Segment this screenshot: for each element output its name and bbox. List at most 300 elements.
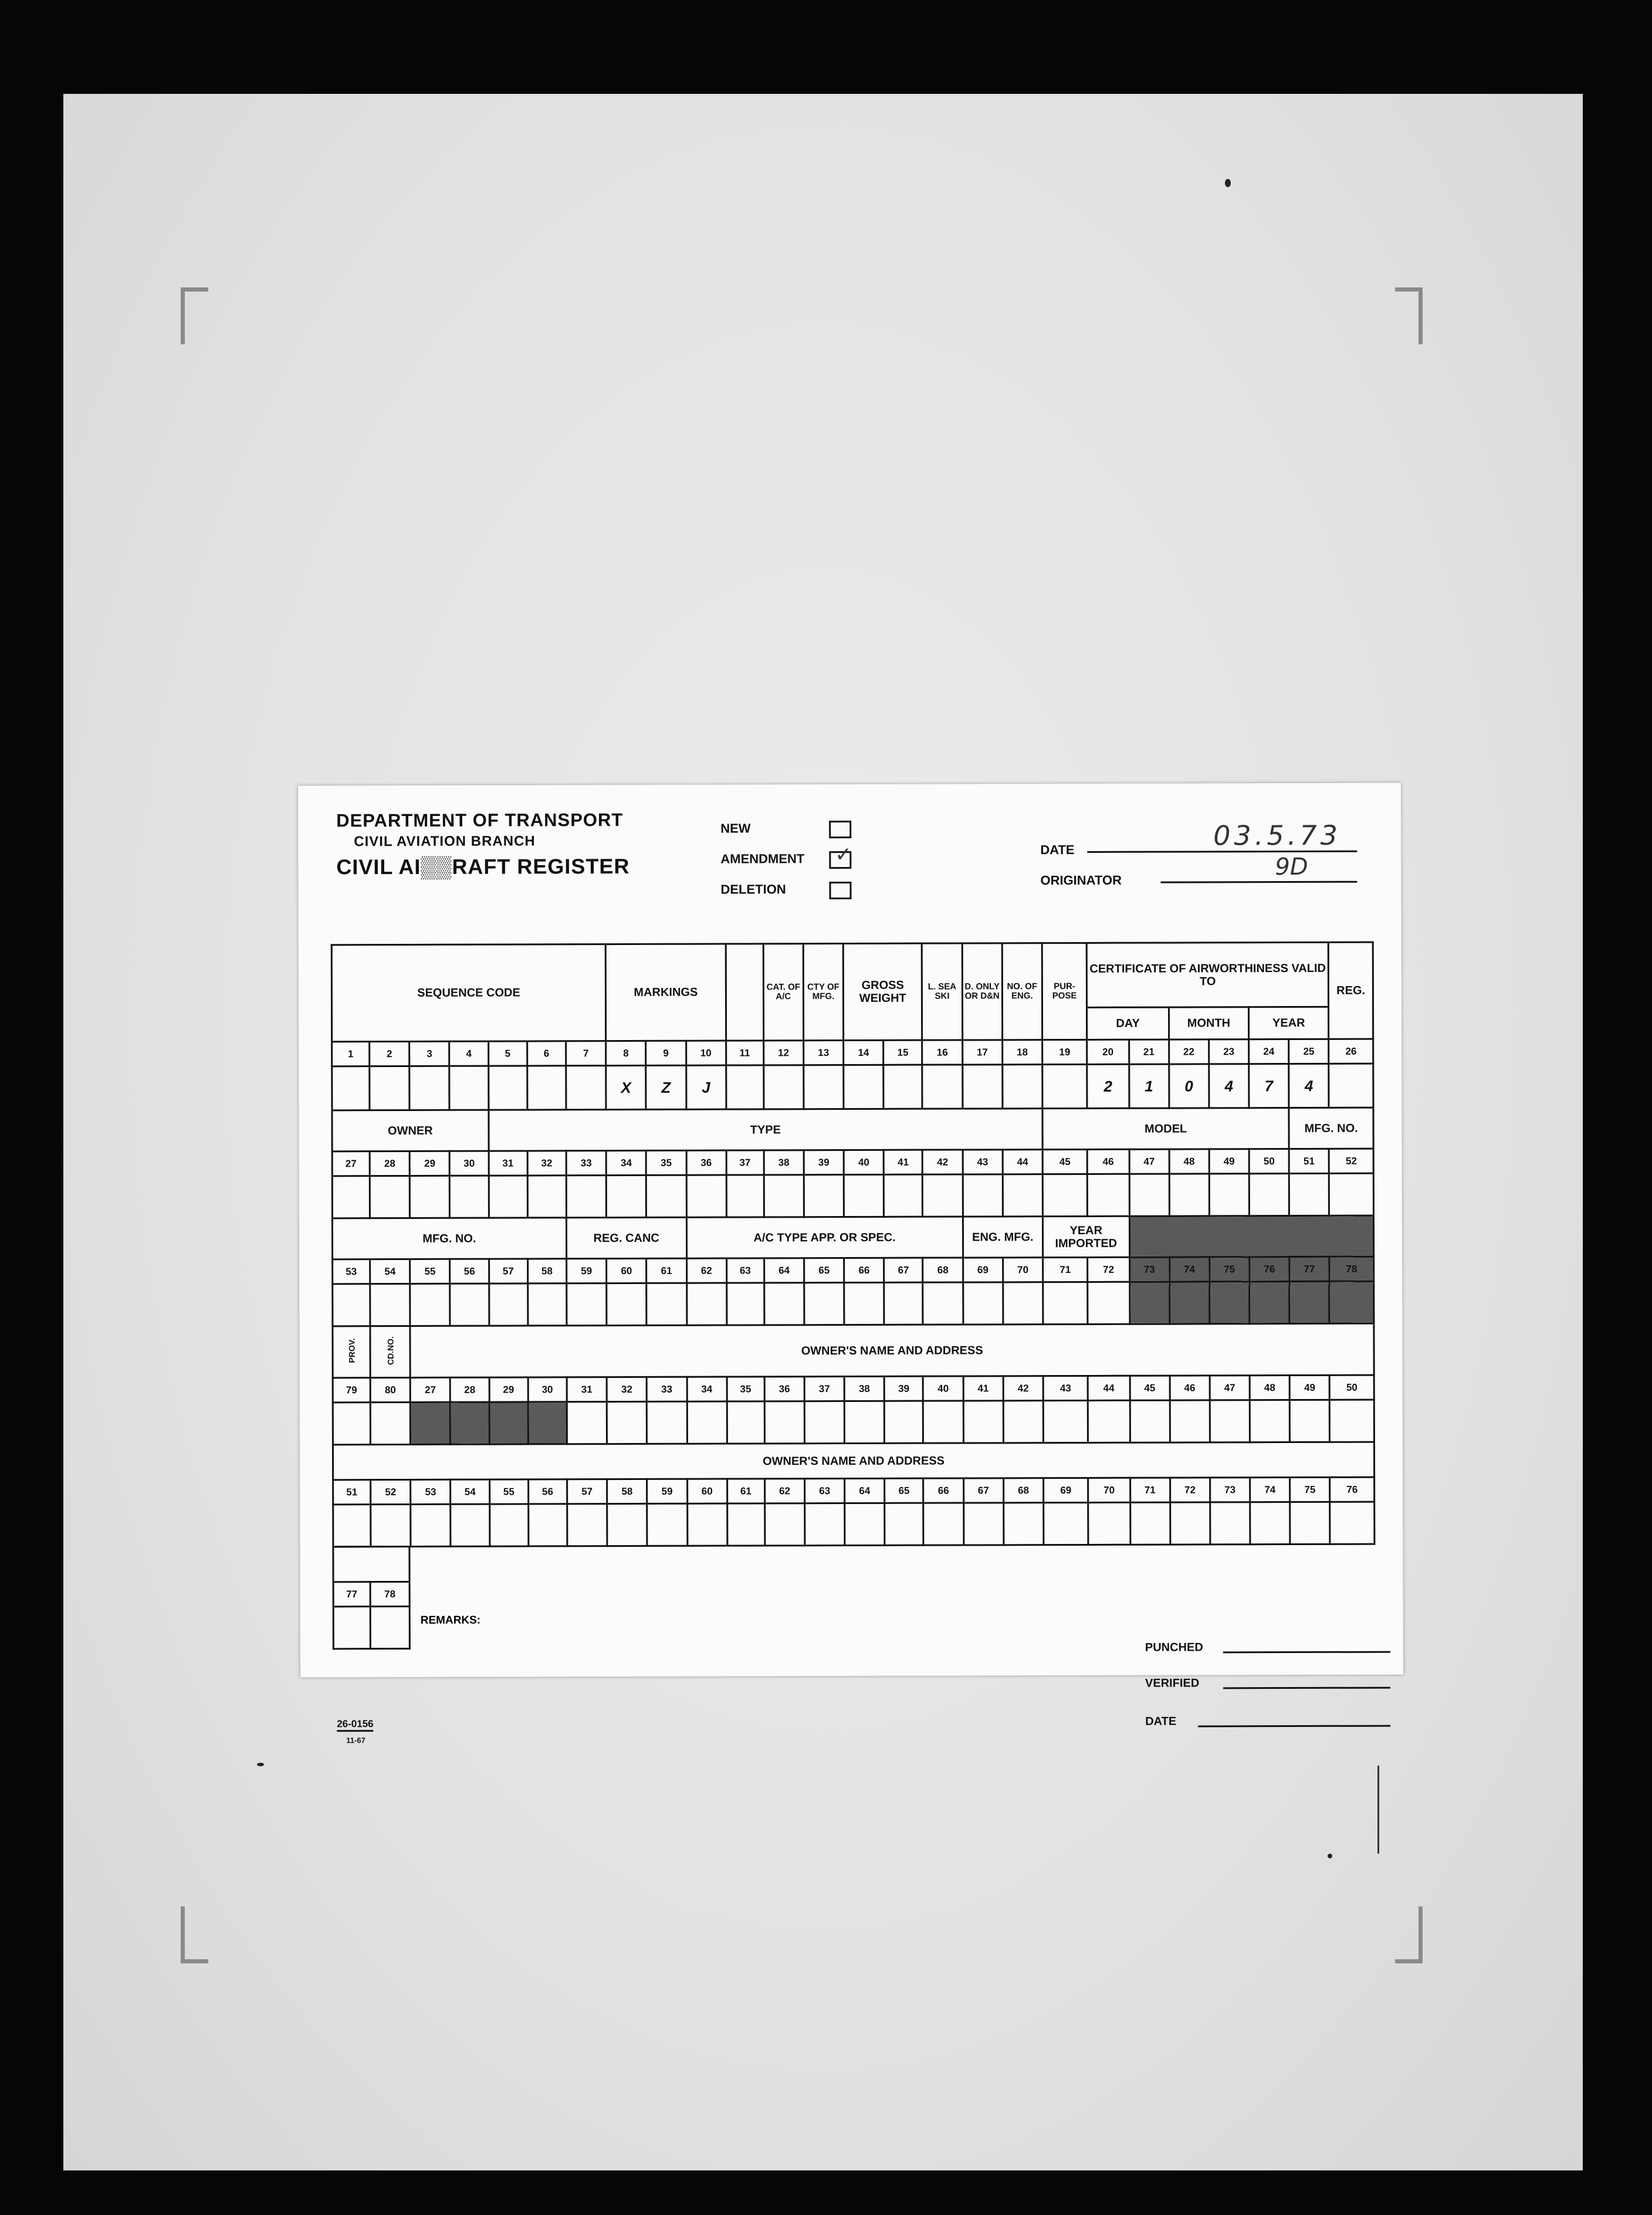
num-cell-24: 24 — [1249, 1039, 1289, 1064]
row1-values — [332, 1064, 1373, 1110]
verified-label: VERIFIED — [1145, 1677, 1200, 1690]
value-cell-4[interactable] — [449, 1066, 488, 1110]
punched-line[interactable] — [1223, 1651, 1390, 1654]
value-cell-34[interactable] — [687, 1401, 727, 1444]
value-cell-63[interactable] — [805, 1503, 845, 1546]
value-cell-69[interactable] — [1044, 1502, 1089, 1545]
value-cell-42[interactable] — [1003, 1401, 1043, 1443]
num-cell-14: 14 — [844, 1040, 883, 1065]
value-cell-42[interactable] — [923, 1174, 963, 1217]
num-cell-78: 78 — [1329, 1256, 1374, 1281]
value-cell-11[interactable] — [726, 1065, 763, 1109]
num-cell-1: 1 — [332, 1042, 370, 1066]
ac-type-app-header: A/C TYPE APP. OR SPEC. — [686, 1217, 963, 1258]
row4-header — [333, 1323, 1374, 1378]
value-cell-77[interactable] — [1289, 1281, 1329, 1323]
num-cell-39: 39 — [804, 1150, 844, 1175]
value-cell-62[interactable] — [765, 1503, 805, 1546]
value-cell-43[interactable] — [963, 1174, 1003, 1217]
value-cell-33[interactable] — [647, 1401, 687, 1444]
num-cell-38: 38 — [764, 1150, 804, 1175]
value-cell-3[interactable] — [409, 1066, 449, 1110]
num-cell-26: 26 — [1329, 1039, 1373, 1064]
num-cell-34: 34 — [606, 1150, 646, 1175]
value-cell-39[interactable] — [885, 1401, 923, 1443]
value-cell-32[interactable] — [527, 1176, 566, 1218]
d-only-header: D. ONLY OR D&N — [962, 943, 1003, 1040]
value-cell-51[interactable] — [1289, 1173, 1329, 1215]
row5-values — [333, 1502, 1375, 1547]
num-cell-30: 30 — [450, 1151, 489, 1176]
value-cell-80[interactable] — [370, 1402, 410, 1444]
value-cell-74[interactable] — [1169, 1282, 1209, 1324]
new-label: NEW — [720, 821, 751, 836]
value-cell-37[interactable] — [726, 1175, 764, 1217]
num-cell-54: 54 — [370, 1259, 410, 1283]
value-cell-63[interactable] — [726, 1283, 764, 1325]
num-cell-66: 66 — [844, 1258, 884, 1282]
date-bottom-label: DATE — [1145, 1715, 1177, 1728]
num-cell-36: 36 — [764, 1377, 804, 1401]
value-cell-8[interactable]: X — [606, 1065, 646, 1109]
type-header: TYPE — [489, 1109, 1043, 1151]
value-cell-65[interactable] — [804, 1283, 844, 1325]
no-of-eng-header: NO. OF ENG. — [1002, 943, 1042, 1040]
row2-header — [332, 1108, 1373, 1151]
cat-of-ac-header: CAT. OF A/C — [763, 944, 804, 1041]
photo-print — [63, 94, 1583, 2170]
num-cell-57: 57 — [489, 1259, 527, 1283]
value-cell-50[interactable] — [1330, 1400, 1375, 1442]
value-cell-6[interactable] — [527, 1066, 566, 1110]
dust-speck — [1328, 1854, 1332, 1858]
value-cell-46[interactable] — [1170, 1400, 1210, 1442]
num-cell-50: 50 — [1330, 1375, 1375, 1400]
value-cell-60[interactable] — [607, 1283, 646, 1325]
num-cell-52: 52 — [1329, 1149, 1374, 1173]
owners-name-address-header: OWNER'S NAME AND ADDRESS — [410, 1323, 1374, 1377]
num-cell-13: 13 — [804, 1041, 844, 1065]
num-cell-63: 63 — [726, 1258, 764, 1283]
value-cell-10[interactable]: J — [686, 1065, 726, 1109]
num-cell-28: 28 — [370, 1151, 409, 1176]
value-cell-68[interactable] — [1004, 1503, 1044, 1545]
value-cell-16[interactable] — [922, 1065, 962, 1109]
value-cell-1[interactable] — [332, 1066, 370, 1110]
value-cell-33[interactable] — [566, 1176, 606, 1218]
num-cell-39: 39 — [884, 1376, 923, 1401]
value-cell-48[interactable] — [1250, 1400, 1289, 1442]
value-cell-9[interactable]: Z — [646, 1065, 686, 1109]
num-cell-37: 37 — [804, 1377, 844, 1401]
num-cell-44: 44 — [1088, 1376, 1129, 1400]
value-cell-36[interactable] — [686, 1175, 726, 1217]
num-cell-50: 50 — [1249, 1149, 1289, 1174]
num-cell-9: 9 — [646, 1041, 686, 1065]
num-cell-71: 71 — [1043, 1257, 1088, 1282]
num-cell-5: 5 — [488, 1041, 527, 1066]
num-cell-61: 61 — [646, 1258, 686, 1283]
value-cell-27[interactable] — [411, 1402, 451, 1444]
value-cell-45[interactable] — [1042, 1174, 1088, 1216]
num-cell-31: 31 — [567, 1377, 607, 1402]
num-cell-10: 10 — [686, 1041, 726, 1065]
num-cell-32: 32 — [527, 1151, 566, 1176]
value-cell-27[interactable] — [332, 1176, 370, 1218]
value-cell-53[interactable] — [333, 1284, 370, 1326]
value-cell-29[interactable] — [489, 1402, 528, 1444]
num-cell-80: 80 — [370, 1377, 410, 1402]
register-card — [298, 783, 1403, 1745]
year-imported-header: YEAR IMPORTED — [1042, 1216, 1129, 1257]
mfg-no-header: MFG. NO. — [1289, 1108, 1373, 1149]
value-cell-5[interactable] — [488, 1066, 527, 1110]
value-cell-58[interactable] — [527, 1283, 566, 1326]
num-cell-70: 70 — [1088, 1478, 1130, 1502]
num-cell-70: 70 — [1003, 1258, 1042, 1282]
num-cell-41: 41 — [963, 1376, 1003, 1401]
num-cell-64: 64 — [764, 1258, 804, 1283]
num-cell-57: 57 — [567, 1479, 607, 1504]
value-cell-57[interactable] — [489, 1283, 527, 1326]
num-cell-44: 44 — [1003, 1150, 1042, 1174]
model-header: MODEL — [1042, 1108, 1289, 1150]
value-cell-34[interactable] — [606, 1175, 646, 1217]
cd-no-header — [370, 1326, 410, 1377]
num-cell-68: 68 — [1003, 1478, 1043, 1503]
value-cell-46[interactable] — [1088, 1174, 1129, 1216]
num-cell-51: 51 — [333, 1480, 371, 1505]
cd-no-label: CD.NO. — [385, 1336, 395, 1365]
dust-speck — [257, 1763, 264, 1766]
value-cell-41[interactable] — [884, 1174, 923, 1217]
num-cell-45: 45 — [1042, 1149, 1087, 1174]
bottom-blank-cell — [333, 1546, 409, 1581]
num-cell-75: 75 — [1290, 1477, 1330, 1502]
num-cell-32: 32 — [607, 1377, 646, 1401]
value-cell-69[interactable] — [963, 1282, 1003, 1325]
value-cell-43[interactable] — [1043, 1400, 1088, 1442]
num-cell-74: 74 — [1250, 1478, 1290, 1502]
value-cell-19[interactable] — [1042, 1064, 1088, 1108]
num-cell-68: 68 — [923, 1258, 963, 1282]
value-cell-71[interactable] — [1130, 1502, 1170, 1545]
value-cell-31[interactable] — [489, 1176, 527, 1218]
value-cell-28[interactable] — [451, 1402, 489, 1444]
num-cell-52: 52 — [371, 1479, 411, 1504]
value-cell-37[interactable] — [804, 1401, 844, 1444]
form-number: 26-0156 — [337, 1718, 373, 1732]
value-cell-64[interactable] — [764, 1283, 804, 1325]
value-cell-48[interactable] — [1169, 1174, 1209, 1216]
originator-value: 9D — [1275, 853, 1308, 881]
corner-mark-bottom-right — [1395, 1906, 1423, 1963]
value-cell-28[interactable] — [370, 1176, 409, 1218]
register-title: CIVIL AI▒▒RAFT REGISTER — [336, 854, 630, 879]
value-cell-31[interactable] — [567, 1402, 607, 1444]
num-cell-36: 36 — [686, 1150, 726, 1175]
value-cell-51[interactable] — [333, 1505, 371, 1547]
originator-underline — [1160, 881, 1357, 883]
row1-header — [331, 942, 1373, 1010]
value-cell-52[interactable] — [1329, 1173, 1374, 1215]
value-cell-30[interactable] — [528, 1402, 567, 1444]
value-cell-67[interactable] — [963, 1503, 1003, 1545]
value-cell-20[interactable]: 2 — [1087, 1064, 1129, 1108]
num-cell-76: 76 — [1330, 1477, 1375, 1502]
value-cell-72[interactable] — [1088, 1282, 1129, 1324]
num-cell-35: 35 — [727, 1377, 764, 1401]
value-cell-47[interactable] — [1129, 1174, 1169, 1216]
value-cell-39[interactable] — [804, 1175, 844, 1217]
new-checkbox[interactable] — [829, 821, 851, 838]
num-cell-35: 35 — [646, 1150, 686, 1175]
row3-header — [332, 1215, 1373, 1259]
num-cell-53: 53 — [411, 1479, 451, 1504]
num-cell-72: 72 — [1170, 1478, 1210, 1502]
num-cell-42: 42 — [1003, 1376, 1043, 1401]
value-cell-55[interactable] — [489, 1504, 528, 1546]
num-cell-31: 31 — [489, 1151, 527, 1176]
num-cell-61: 61 — [727, 1479, 764, 1503]
num-cell-58: 58 — [527, 1259, 566, 1283]
num-cell-33: 33 — [646, 1377, 686, 1401]
value-cell-78[interactable] — [370, 1606, 409, 1648]
value-cell-24[interactable]: 7 — [1249, 1064, 1289, 1108]
num-cell-40: 40 — [844, 1150, 883, 1174]
value-cell-40[interactable] — [844, 1174, 883, 1217]
num-cell-55: 55 — [489, 1479, 528, 1504]
value-cell-57[interactable] — [567, 1504, 607, 1546]
num-cell-58: 58 — [607, 1479, 647, 1503]
num-cell-6: 6 — [527, 1041, 566, 1066]
value-cell-60[interactable] — [687, 1503, 727, 1546]
value-cell-41[interactable] — [963, 1401, 1003, 1443]
row4-values — [333, 1400, 1374, 1445]
value-cell-72[interactable] — [1170, 1502, 1210, 1545]
value-cell-29[interactable] — [410, 1176, 450, 1218]
value-cell-14[interactable] — [844, 1065, 883, 1109]
value-cell-74[interactable] — [1250, 1502, 1290, 1545]
value-cell-26[interactable] — [1329, 1064, 1373, 1108]
value-cell-64[interactable] — [845, 1503, 885, 1545]
year-header: YEAR — [1249, 1007, 1329, 1039]
num-cell-63: 63 — [805, 1479, 845, 1503]
value-cell-22[interactable]: 0 — [1169, 1064, 1208, 1108]
num-cell-45: 45 — [1130, 1376, 1170, 1400]
value-cell-50[interactable] — [1249, 1174, 1289, 1216]
num-cell-62: 62 — [764, 1479, 804, 1503]
value-cell-56[interactable] — [450, 1283, 489, 1326]
num-cell-43: 43 — [963, 1150, 1003, 1174]
num-cell-11: 11 — [726, 1041, 763, 1065]
owner-header: OWNER — [332, 1110, 489, 1151]
num-cell-77: 77 — [1289, 1256, 1329, 1281]
num-cell-77: 77 — [333, 1582, 370, 1607]
num-cell-29: 29 — [409, 1151, 449, 1176]
num-cell-46: 46 — [1170, 1376, 1210, 1400]
day-header: DAY — [1087, 1007, 1169, 1039]
value-cell-65[interactable] — [885, 1503, 923, 1545]
value-cell-35[interactable] — [727, 1401, 764, 1444]
row4-numbers — [333, 1375, 1374, 1403]
reg-header: REG. — [1329, 942, 1373, 1039]
deletion-label: DELETION — [720, 882, 786, 897]
num-cell-12: 12 — [763, 1041, 803, 1065]
value-cell-40[interactable] — [923, 1401, 963, 1443]
row5-header — [333, 1442, 1374, 1480]
num-cell-19: 19 — [1042, 1039, 1087, 1064]
value-cell-25[interactable]: 4 — [1289, 1064, 1329, 1108]
num-cell-66: 66 — [923, 1478, 963, 1503]
bottom-values — [333, 1606, 409, 1648]
num-cell-67: 67 — [963, 1478, 1003, 1503]
num-cell-59: 59 — [647, 1479, 687, 1503]
deletion-checkbox[interactable] — [829, 882, 851, 899]
value-cell-23[interactable]: 4 — [1209, 1064, 1249, 1108]
num-cell-78: 78 — [370, 1581, 409, 1606]
scratch-line — [1377, 1766, 1379, 1854]
value-cell-47[interactable] — [1210, 1400, 1250, 1442]
row3-values — [333, 1281, 1374, 1326]
num-cell-79: 79 — [333, 1378, 370, 1403]
verified-line[interactable] — [1223, 1687, 1390, 1689]
value-cell-59[interactable] — [567, 1283, 607, 1326]
cty-of-mfg-header: CTY OF MFG. — [803, 944, 844, 1041]
value-cell-7[interactable] — [566, 1066, 606, 1110]
value-cell-78[interactable] — [1329, 1281, 1374, 1323]
value-cell-61[interactable] — [727, 1503, 764, 1546]
value-cell-59[interactable] — [647, 1503, 687, 1546]
num-cell-65: 65 — [885, 1478, 923, 1503]
row2-values — [332, 1173, 1373, 1218]
num-cell-69: 69 — [1044, 1478, 1088, 1502]
value-cell-30[interactable] — [450, 1176, 489, 1218]
num-cell-34: 34 — [687, 1377, 727, 1401]
value-cell-52[interactable] — [371, 1504, 411, 1546]
value-cell-44[interactable] — [1088, 1400, 1130, 1442]
value-cell-70[interactable] — [1003, 1282, 1043, 1325]
num-cell-41: 41 — [883, 1150, 922, 1174]
value-cell-68[interactable] — [923, 1282, 963, 1325]
mfg-no-header-2: MFG. NO. — [332, 1218, 566, 1259]
num-cell-65: 65 — [804, 1258, 844, 1283]
value-cell-54[interactable] — [451, 1504, 489, 1546]
num-cell-49: 49 — [1289, 1375, 1329, 1400]
blank-header — [726, 944, 764, 1041]
value-cell-75[interactable] — [1290, 1502, 1330, 1544]
value-cell-75[interactable] — [1210, 1282, 1250, 1324]
eng-mfg-header: ENG. MFG. — [963, 1217, 1043, 1258]
num-cell-53: 53 — [333, 1259, 370, 1284]
value-cell-58[interactable] — [607, 1503, 647, 1546]
value-cell-73[interactable] — [1129, 1282, 1169, 1324]
value-cell-17[interactable] — [962, 1065, 1002, 1109]
value-cell-15[interactable] — [883, 1065, 922, 1109]
value-cell-66[interactable] — [923, 1503, 963, 1545]
value-cell-44[interactable] — [1003, 1174, 1042, 1217]
value-cell-71[interactable] — [1043, 1282, 1088, 1324]
num-cell-40: 40 — [923, 1376, 963, 1401]
value-cell-18[interactable] — [1003, 1065, 1042, 1109]
row5-numbers — [333, 1477, 1375, 1505]
originator-label: ORIGINATOR — [1040, 872, 1122, 888]
value-cell-62[interactable] — [686, 1283, 726, 1325]
bottom-numbers — [333, 1581, 409, 1606]
date-bottom-line[interactable] — [1198, 1725, 1390, 1728]
num-cell-4: 4 — [449, 1041, 488, 1066]
num-cell-42: 42 — [923, 1150, 963, 1174]
value-cell-77[interactable] — [333, 1607, 370, 1649]
value-cell-53[interactable] — [411, 1504, 451, 1546]
prov-header — [333, 1326, 370, 1378]
value-cell-54[interactable] — [370, 1283, 410, 1326]
date-label: DATE — [1040, 842, 1075, 858]
value-cell-66[interactable] — [844, 1282, 884, 1325]
num-cell-76: 76 — [1250, 1257, 1289, 1282]
row2-numbers — [332, 1149, 1373, 1176]
num-cell-27: 27 — [332, 1151, 370, 1176]
value-cell-67[interactable] — [884, 1282, 923, 1325]
num-cell-74: 74 — [1169, 1257, 1209, 1282]
num-cell-25: 25 — [1289, 1039, 1329, 1064]
num-cell-33: 33 — [566, 1151, 606, 1176]
num-cell-64: 64 — [845, 1478, 885, 1503]
num-cell-56: 56 — [528, 1479, 567, 1504]
num-cell-15: 15 — [883, 1040, 922, 1065]
remarks-label: REMARKS: — [420, 1614, 481, 1627]
value-cell-49[interactable] — [1209, 1174, 1249, 1216]
value-cell-70[interactable] — [1088, 1502, 1130, 1545]
value-cell-56[interactable] — [528, 1504, 567, 1546]
num-cell-60: 60 — [607, 1258, 646, 1283]
value-cell-32[interactable] — [607, 1401, 646, 1444]
corner-mark-top-left — [181, 287, 208, 344]
amendment-label: AMENDMENT — [720, 851, 805, 866]
value-cell-38[interactable] — [764, 1175, 804, 1217]
num-cell-47: 47 — [1129, 1149, 1169, 1174]
markings-header: MARKINGS — [605, 944, 726, 1041]
certificate-header: CERTIFICATE OF AIRWORTHINESS VALID TO — [1087, 942, 1329, 1007]
value-cell-76[interactable] — [1250, 1282, 1289, 1324]
value-cell-21[interactable]: 1 — [1129, 1064, 1169, 1108]
value-cell-13[interactable] — [804, 1065, 844, 1109]
gross-weight-header: GROSS WEIGHT — [843, 943, 922, 1040]
month-header: MONTH — [1169, 1007, 1248, 1039]
value-cell-12[interactable] — [764, 1065, 804, 1109]
value-cell-73[interactable] — [1210, 1502, 1250, 1545]
num-cell-67: 67 — [884, 1258, 923, 1282]
value-cell-2[interactable] — [370, 1066, 409, 1110]
num-cell-62: 62 — [686, 1258, 726, 1283]
num-cell-7: 7 — [566, 1041, 606, 1066]
value-cell-61[interactable] — [646, 1283, 686, 1325]
value-cell-35[interactable] — [646, 1175, 686, 1217]
value-cell-45[interactable] — [1130, 1400, 1170, 1442]
num-cell-38: 38 — [844, 1376, 884, 1401]
value-cell-76[interactable] — [1330, 1502, 1375, 1544]
num-cell-51: 51 — [1289, 1149, 1329, 1173]
num-cell-2: 2 — [370, 1041, 409, 1066]
num-cell-49: 49 — [1209, 1149, 1249, 1174]
value-cell-36[interactable] — [764, 1401, 804, 1444]
department-title: DEPARTMENT OF TRANSPORT — [336, 810, 624, 831]
value-cell-79[interactable] — [333, 1403, 370, 1445]
value-cell-38[interactable] — [844, 1401, 884, 1443]
value-cell-55[interactable] — [410, 1283, 450, 1326]
sea-ski-header: L. SEA SKI — [922, 943, 963, 1040]
value-cell-49[interactable] — [1289, 1400, 1329, 1442]
